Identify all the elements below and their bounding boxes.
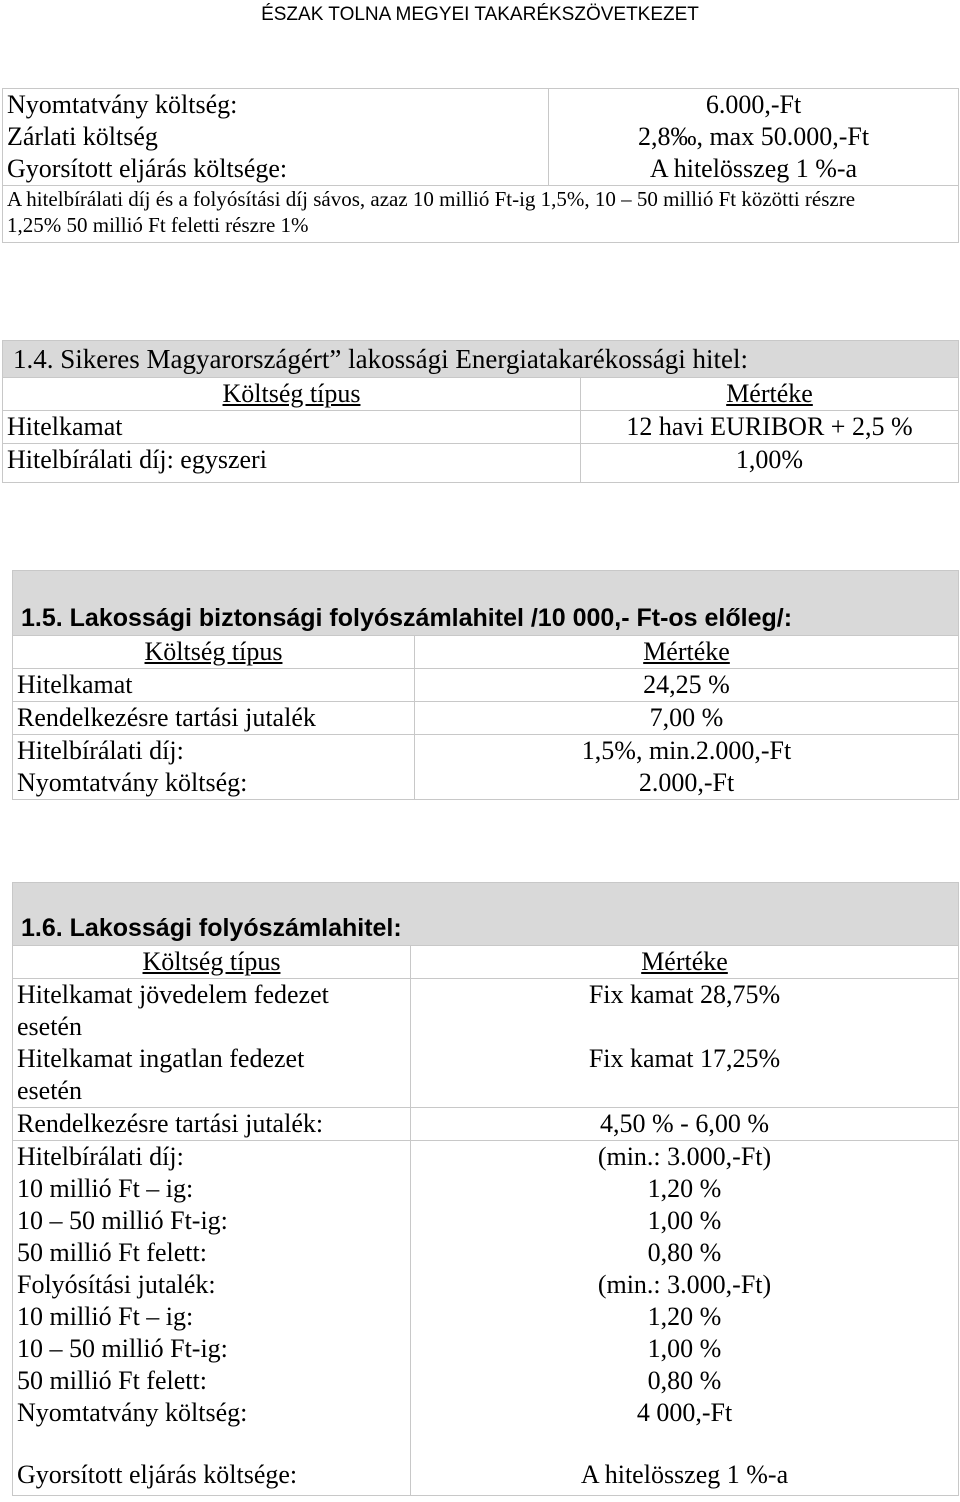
row-value-line: 1,00 %	[647, 1206, 722, 1235]
fee-note: A hitelbírálati díj és a folyósítási díj sávos, azaz 10 millió Ft-ig 1,5%, 10 – 50 millió Ft közötti részre 1,25% 50 millió Ft feletti részre 1%	[3, 186, 959, 243]
row-value: A hitelösszeg 1 %-a	[549, 153, 959, 186]
row-label-line: Hitelkamat ingatlan fedezet	[17, 1044, 305, 1073]
row-label: Rendelkezésre tartási jutalék:	[13, 1108, 411, 1141]
row-label: Hitelbírálati díj: egyszeri	[3, 444, 581, 483]
row-label-line: 50 millió Ft felett:	[17, 1366, 207, 1395]
table-row	[3, 186, 959, 243]
row-label-line: 10 – 50 millió Ft-ig:	[17, 1206, 228, 1235]
row-label-line: Folyósítási jutalék:	[17, 1270, 216, 1299]
table-row	[13, 1429, 959, 1496]
row-value-line: (min.: 3.000,-Ft)	[597, 1270, 772, 1299]
row-label	[13, 1141, 411, 1430]
row-label: Nyomtatvány költség:	[13, 767, 415, 800]
row-value-line: 0,80 %	[647, 1238, 722, 1267]
table-row	[3, 89, 959, 122]
row-value: A hitelösszeg 1 %-a	[411, 1429, 959, 1496]
row-label: Gyorsított eljárás költsége:	[3, 153, 549, 186]
energy-loan-table	[2, 340, 959, 483]
section-title: 1.5. Lakossági biztonsági folyószámlahitel /10 000,- Ft-os előleg/:	[13, 571, 959, 636]
section-title: 1.4. Sikeres Magyarországért” lakossági Energiatakarékossági hitel:	[3, 341, 959, 378]
row-label: Rendelkezésre tartási jutalék	[13, 702, 415, 735]
row-label-line: esetén	[17, 1012, 82, 1041]
row-label: Gyorsított eljárás költsége:	[13, 1429, 411, 1496]
table-row	[3, 411, 959, 444]
row-value: 1,00%	[581, 444, 959, 483]
row-value-line: 0,80 %	[647, 1366, 722, 1395]
row-value: 4,50 % - 6,00 %	[411, 1108, 959, 1141]
row-label-line: 50 millió Ft felett:	[17, 1238, 207, 1267]
table-row	[13, 1108, 959, 1141]
row-label-line: esetén	[17, 1076, 82, 1105]
overdraft-table	[12, 882, 959, 1496]
column-header-type: Költség típus	[13, 946, 411, 979]
row-value: 24,25 %	[415, 669, 959, 702]
row-label: Zárlati költség	[3, 121, 549, 153]
row-label: Hitelkamat	[13, 669, 415, 702]
row-value: Fix kamat 17,25%	[411, 1043, 959, 1108]
table-row	[13, 767, 959, 800]
table-header-row	[13, 946, 959, 979]
column-header-value: Mértéke	[581, 378, 959, 411]
table-row	[13, 702, 959, 735]
row-value-line: 4 000,-Ft	[636, 1398, 733, 1427]
column-header-type: Költség típus	[3, 378, 581, 411]
column-header-value: Mértéke	[411, 946, 959, 979]
table-row	[13, 979, 959, 1044]
table-row	[13, 669, 959, 702]
table-row	[3, 121, 959, 153]
row-value: Fix kamat 28,75%	[411, 979, 959, 1044]
document-header: ÉSZAK TOLNA MEGYEI TAKARÉKSZÖVETKEZET	[261, 4, 699, 25]
row-value	[411, 1141, 959, 1430]
row-value: 1,5%, min.2.000,-Ft	[415, 735, 959, 768]
table-row	[13, 1043, 959, 1108]
row-value-line: 1,00 %	[647, 1334, 722, 1363]
row-label: Nyomtatvány költség:	[3, 89, 549, 122]
row-label: Hitelkamat	[3, 411, 581, 444]
row-value: 7,00 %	[415, 702, 959, 735]
table-row	[3, 153, 959, 186]
row-value: 2.000,-Ft	[415, 767, 959, 800]
column-header-value: Mértéke	[415, 636, 959, 669]
row-label	[13, 1043, 411, 1108]
fees-table-continued	[2, 88, 959, 243]
table-row	[13, 1141, 959, 1430]
row-value-line: (min.: 3.000,-Ft)	[597, 1142, 772, 1171]
overdraft-security-table	[12, 570, 959, 800]
table-row	[3, 444, 959, 483]
row-label-line: Hitelkamat jövedelem fedezet	[17, 980, 329, 1009]
column-header-type: Költség típus	[13, 636, 415, 669]
row-value: 6.000,-Ft	[549, 89, 959, 122]
row-value-line: 1,20 %	[647, 1174, 722, 1203]
row-label-line: 10 – 50 millió Ft-ig:	[17, 1334, 228, 1363]
row-value: 2,8‰, max 50.000,-Ft	[549, 121, 959, 153]
table-row	[13, 735, 959, 768]
row-label-line: 10 millió Ft – ig:	[17, 1174, 194, 1203]
row-value: 12 havi EURIBOR + 2,5 %	[581, 411, 959, 444]
row-label	[13, 979, 411, 1044]
row-label-line: Hitelbírálati díj:	[17, 1142, 184, 1171]
row-label: Hitelbírálati díj:	[13, 735, 415, 768]
row-value-line: 1,20 %	[647, 1302, 722, 1331]
row-label-line: 10 millió Ft – ig:	[17, 1302, 194, 1331]
row-label-line: Nyomtatvány költség:	[17, 1398, 248, 1427]
table-header-row	[13, 636, 959, 669]
section-title: 1.6. Lakossági folyószámlahitel:	[13, 883, 959, 946]
table-header-row	[3, 378, 959, 411]
